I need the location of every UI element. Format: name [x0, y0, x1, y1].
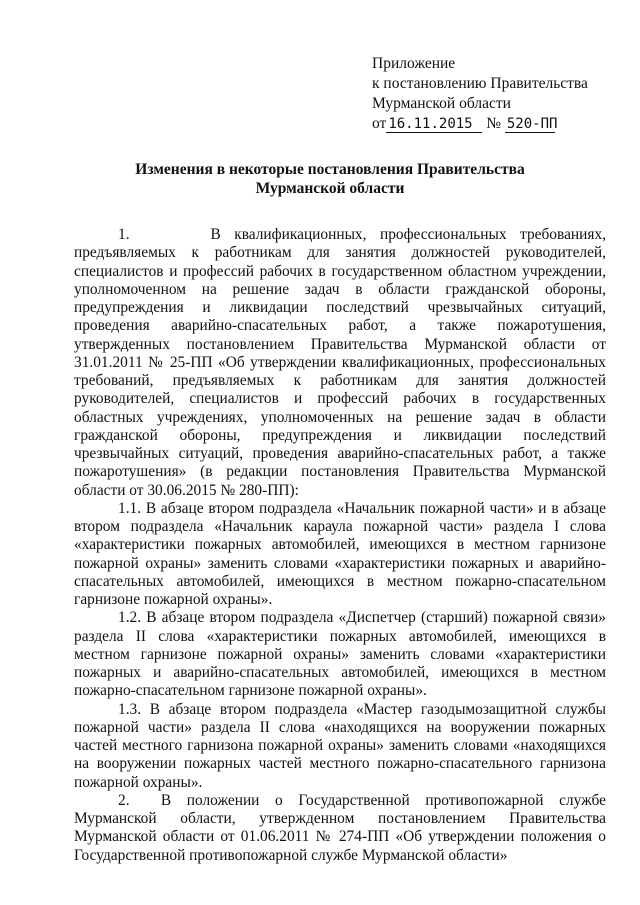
appendix-reference: к постановлению Правительства [372, 75, 588, 92]
date-label: от [372, 115, 387, 132]
title-line-1: Изменения в некоторые постановления Правительства [135, 161, 525, 178]
paragraph-1-1: 1.1. В абзаце втором подраздела «Начальник пожарной части» и в абзаце втором подраздела «Начальник караула пожарной части» раздела I слова «характеристики пожарных автомобилей, имеющихся в местном гарнизоне пожарной охраны» заменить словами «характеристики пожарных и аварийно-спасательных автомобилей, имеющихся в местном пожарно-спасательном гарнизоне пожарной охраны». [74, 499, 606, 608]
resolution-date: 16.11.2015 [386, 116, 482, 133]
appendix-heading: Приложение [372, 55, 456, 72]
paragraph-1-3: 1.3. В абзаце втором подраздела «Мастер газодымозащитной службы пожарной части» раздела II слова «находящихся на вооружении пожарных частей местного гарнизона пожарной охраны» заменить словами «находящихся на вооружении пожарных частей местного пожарно-спасательного гарнизона пожарной охраны». [74, 700, 606, 791]
resolution-number: 520-ПП [506, 116, 558, 132]
appendix-date-line [372, 114, 622, 134]
appendix-block [372, 54, 622, 134]
paragraph-2: 2. В положении о Государственной противопожарной службе Мурманской области, утвержденном постановлением Правительства Мурманской области от 01.06.2011 № 274-ПП «Об утверждении положения о Государственной противопожарной службе Мурманской области» [74, 791, 606, 864]
title-line-2: Мурманской области [255, 180, 405, 197]
appendix-region: Мурманской области [372, 95, 511, 112]
number-label: № [486, 115, 501, 132]
document-body [74, 226, 606, 865]
document-title [60, 160, 600, 198]
paragraph-1: 1. В квалификационных, профессиональных требованиях, предъявляемых к работникам для занятия должностей руководителей, специалистов и профессий рабочих в государственном областном учреждении, уполномоченном на решение задач в области гражданской обороны, предупреждения и ликвидации последствий чрезвычайных ситуаций, проведения аварийно-спасательных работ, а также пожаротушения, утвержденных постановлением Правительства Мурманской области от 31.01.2011 № 25-ПП «Об утверждении квалификационных, профессиональных требований, предъявляемых к работникам для занятия должностей руководителей, специалистов и профессий рабочих в государственных областных учреждениях, уполномоченных на решение задач в области гражданской обороны, предупреждения и ликвидации последствий чрезвычайных ситуаций, проведения аварийно-спасательных работ, а также пожаротушения» (в редакции постановления Правительства Мурманской области от 30.06.2015 № 280-ПП): [74, 226, 606, 499]
paragraph-1-2: 1.2. В абзаце втором подраздела «Диспетчер (старший) пожарной связи» раздела II слова «характеристики пожарных автомобилей, имеющихся в местном гарнизоне пожарной охраны» заменить словами «характеристики пожарных и аварийно-спасательных автомобилей, имеющихся в местном пожарно-спасательном гарнизоне пожарной охраны». [74, 609, 606, 700]
